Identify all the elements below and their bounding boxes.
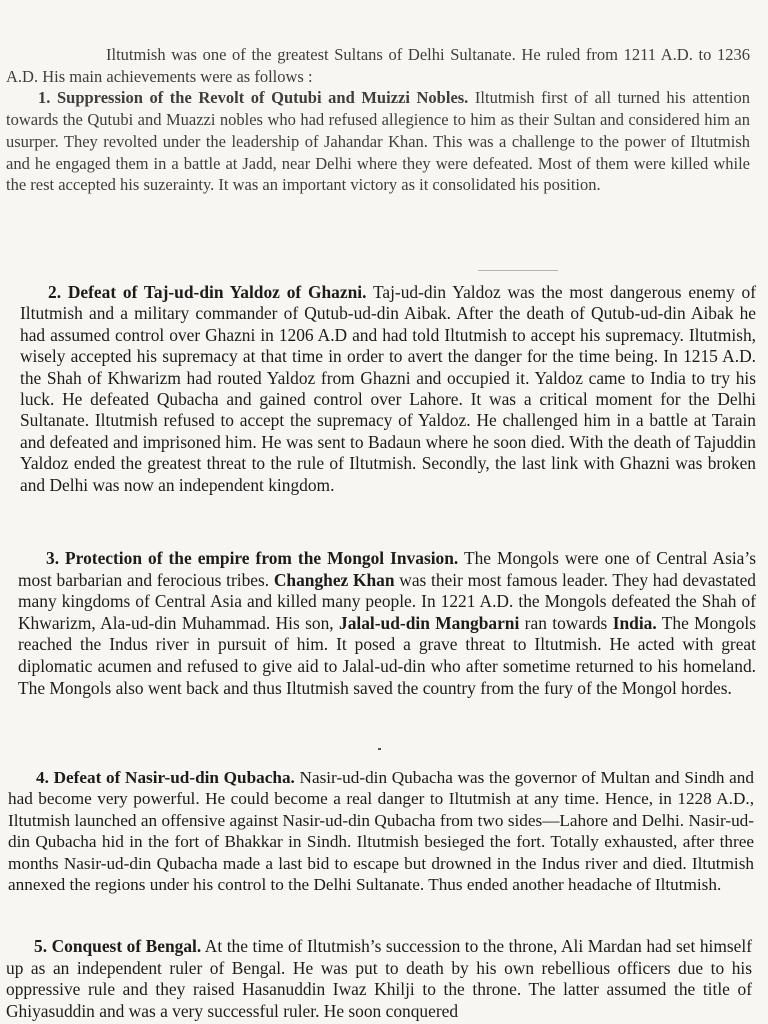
- section-2-body: Taj-ud-din Yaldoz was the most dangerous enemy of Iltutmish and a military commander of Qutub-ud-din Aibak. After the death of Qutub-ud-din Aibak he had assumed control over Ghazni in 1206 A.D and had told Iltutmish to accept his supremacy. Iltutmish, wisely accepted his supremacy at that time in order to avert the danger for the time being. In 1215 A.D. the Shah of Khwarizm had routed Yaldoz from Ghazni and occupied it. Yaldoz came to India to try his luck. He defeated Qubacha and gained control over Lahore. It was a critical moment for the Delhi Sultanate. Iltutmish refused to accept the supremacy of Yaldoz. He challenged him in a battle at Tarain and defeated and imprisoned him. He was sent to Badaun where he soon died. With the death of Tajuddin Yaldoz ended the greatest threat to the rule of Iltutmish. Secondly, the last link with Ghazni was broken and Delhi was now an independent kingdom.: [20, 282, 756, 495]
- intro-text: Iltutmish was one of the greatest Sultans of Delhi Sultanate. He ruled from 1211 A.D. to 1236 A.D. His main achievements were as follows :: [6, 45, 750, 86]
- ink-speck: [378, 748, 381, 750]
- section-5-heading: 5. Conquest of Bengal.: [34, 936, 202, 956]
- section-4-body: Nasir-ud-din Qubacha was the governor of Multan and Sindh and had become very powerful. He could become a real danger to Iltutmish at any time. Hence, in 1228 A.D., Iltutmish launched an offensive against Nasir-ud-din Qubacha from two sides—Lahore and Delhi. Nasir-ud-din Qubacha hid in the fort of Bhakkar in Sindh. Iltutmish besieged the fort. Totally exhausted, after three months Nasir-ud-din Qubacha made a last bid to escape but drowned in the Indus river and died. Iltutmish annexed the regions under his control to the Delhi Sultanate. Thus ended another headache of Iltutmish.: [8, 768, 754, 895]
- section-4-heading: 4. Defeat of Nasir-ud-din Qubacha.: [36, 768, 295, 787]
- section-3-bold-a: Changhez Khan: [273, 569, 395, 590]
- section-3-bold-c: India.: [612, 612, 657, 633]
- section-3-heading: 3. Protection of the empire from the Mongol Invasion.: [46, 548, 459, 568]
- section-2-heading: 2. Defeat of Taj-ud-din Yaldoz of Ghazni.: [48, 282, 367, 302]
- section-1-body: Iltutmish first of all turned his attention towards the Qutubi and Muazzi nobles who had refused allegience to him as their Sultan and considered him an usurper. They revolted under the leadership of Jahandar Khan. This was a challenge to the power of Iltutmish and he engaged them in a battle at Jadd, near Delhi where they were defeated. Most of them were killed while the rest accepted his suzerainty. It was an important victory as it consolidated his position.: [6, 88, 750, 195]
- section-5-body: At the time of Iltutmish’s succession to the throne, Ali Mardan had set himself up as an independent ruler of Bengal. He was put to death by his own rebellious officers due to his oppressive rule and they raised Hasanuddin Iwaz Khilji to the throne. The latter assumed the title of Ghiyasuddin and was a very successful ruler. He soon conquered: [6, 936, 752, 1021]
- section-3-body-a: The Mongols were one of Central Asia’s most barbarian and ferocious tribes.: [18, 548, 756, 590]
- section-3-paragraph: [18, 548, 756, 699]
- intro-paragraph: [6, 44, 750, 196]
- section-3-body-d: The Mongols reached the Indus river in pursuit of him. It posed a grave threat to Iltutmish. He acted with great diplomatic acumen and refused to give aid to Jalal-ud-din who after sometime returned to his homeland. The Mongols also went back and thus Iltutmish saved the country from the fury of the Mongol hordes.: [18, 612, 757, 698]
- section-3-body-c: ran towards: [519, 612, 613, 633]
- section-3-body-b: was their most famous leader. They had devastated many kingdoms of Central Asia and killed many people. In 1221 A.D. the Mongols defeated the Shah of Khwarizm, Ala-ud-din Muhammad. His son,: [18, 569, 756, 633]
- section-1-heading: 1. Suppression of the Revolt of Qutubi and Muizzi Nobles.: [38, 88, 469, 108]
- section-3-bold-b: Jalal-ud-din Mangbarni: [339, 612, 520, 633]
- section-4-paragraph: [8, 767, 754, 895]
- section-5-paragraph: [6, 936, 752, 1022]
- separator-line: [478, 270, 558, 271]
- section-2-paragraph: [20, 282, 756, 496]
